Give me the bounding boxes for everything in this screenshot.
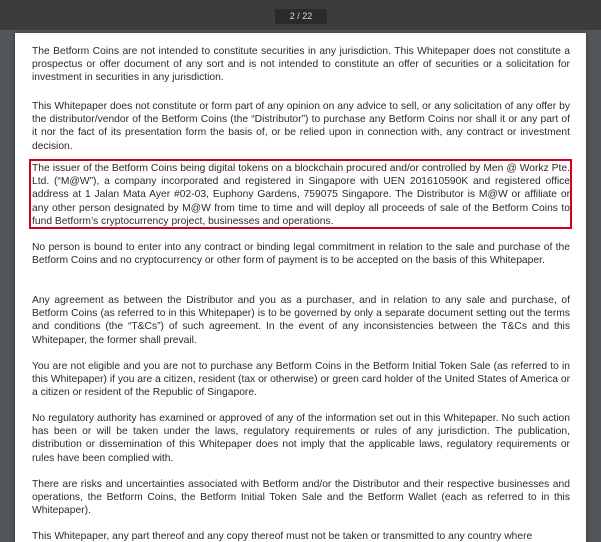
page-indicator[interactable]: 2 / 22 [275, 9, 327, 24]
document-page [15, 33, 586, 542]
paragraph-no-contract: No person is bound to enter into any contract or binding legal commitment in relation to the sale and purchase of the Betform Coins and no cryptocurrency or other form of payment is to be accepted on the basis of this Whitepaper. [32, 242, 570, 267]
paragraph-risks: There are risks and uncertainties associated with Betform and/or the Distributor and their respective businesses and operations, the Betform Coins, the Betform Initial Token Sale and the Betform Wallet (each as referred to in this Whitepaper). [32, 479, 570, 517]
paragraph-issuer: The issuer of the Betform Coins being digital tokens on a blockchain procured and/or controlled by Men @ Workz Pte. Ltd. (“M@W”), a company incorporated and registered in Singapore with UEN 201610590K and registered office address at 1 Jalan Mata Ayer #02-03, Euphony Gardens, 759075 Singapore. The Distributor is M@W or affiliate or any other person designated by M@W from time to time and will deploy all proceeds of sale of the Betform Coins to fund Betform’s cryptocurrency project, businesses and operations. [32, 163, 570, 227]
paragraph-securities-disclaimer: The Betform Coins are not intended to constitute securities in any jurisdiction. This Whitepaper does not constitute a prospectus or offer document of any sort and is not intended to constitute an offer of securities or a solicitation for investment in securities in any jurisdiction. [32, 46, 570, 84]
paragraph-transmission: This Whitepaper, any part thereof and any copy thereof must not be taken or transmitted to any country where [32, 531, 533, 542]
paragraph-agreement: Any agreement as between the Distributor and you as a purchaser, and in relation to any sale and purchase, of Betform Coins (as referred to in this Whitepaper) is to be governed by only a separate document setting out the terms and conditions (the “T&Cs”) of such agreement. In the event of any inconsistencies between the T&Cs and this Whitepaper, the former shall prevail. [32, 295, 570, 346]
paragraph-no-advice: This Whitepaper does not constitute or form part of any opinion on any advice to sell, or any solicitation of any offer by the distributor/vendor of the Betform Coins (the “Distributor”) to purchase any Betform Coins nor shall it or any part of it nor the fact of its presentation form the basis of, or be relied upon in connection with, any contract or investment decision. [32, 101, 570, 152]
paragraph-regulatory: No regulatory authority has examined or approved of any of the information set out in this Whitepaper. No such action has been or will be taken under the laws, regulatory requirements or rules of any jurisdiction. The publication, distribution or dissemination of this Whitepaper does not imply that the applicable laws, regulatory requirements or rules have been complied with. [32, 413, 570, 464]
paragraph-eligibility: You are not eligible and you are not to purchase any Betform Coins in the Betform Initial Token Sale (as referred to in this Whitepaper) if you are a citizen, resident (tax or otherwise) or green card holder of the United States of America or a citizen or resident of the Republic of Singapore. [32, 361, 570, 399]
viewer-toolbar [0, 0, 601, 30]
